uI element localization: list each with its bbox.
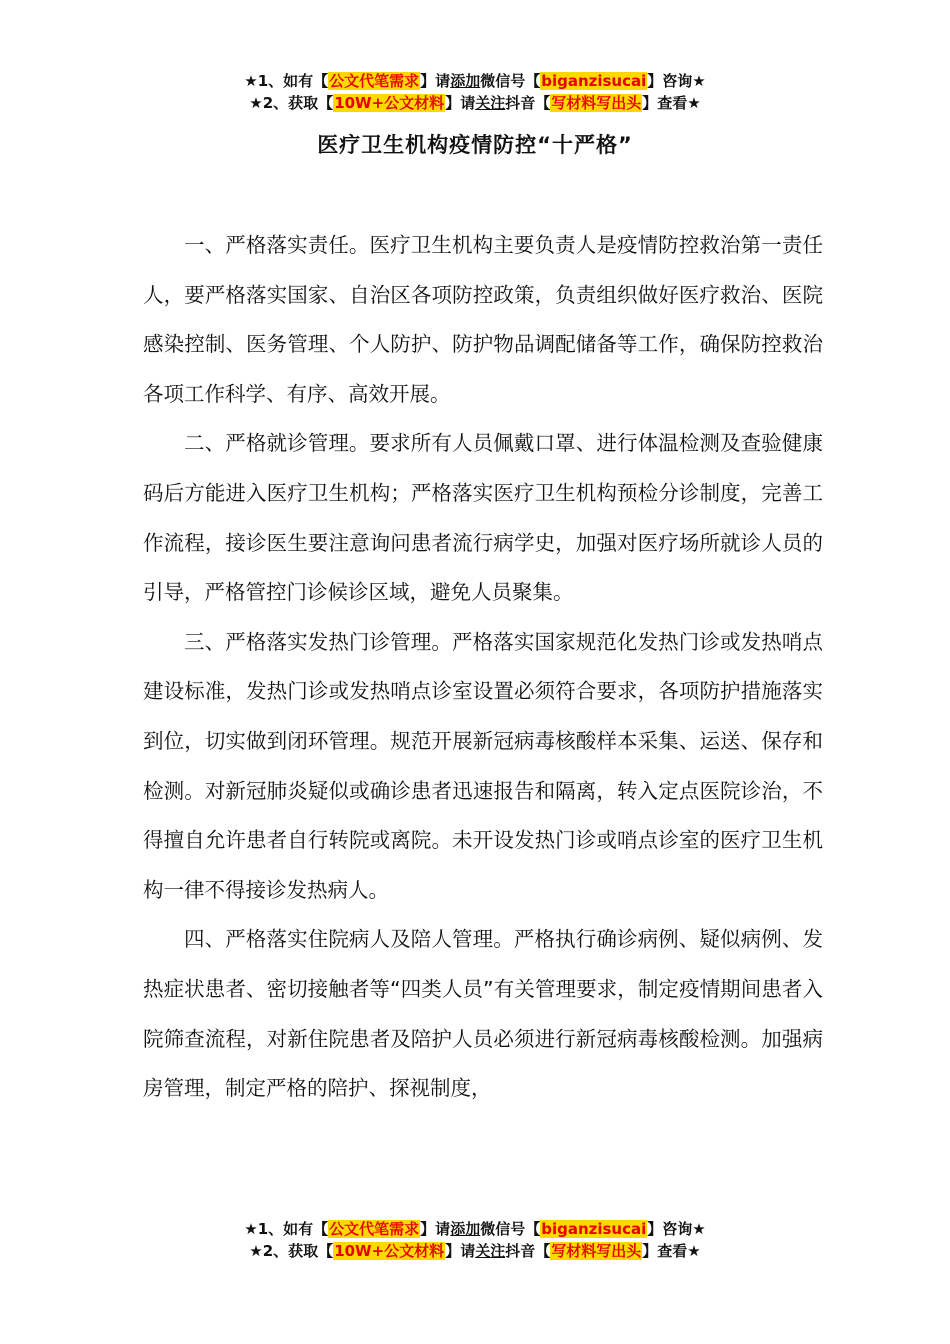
document-title: 医疗卫生机构疫情防控“十严格”	[317, 133, 633, 157]
banner-text: 抖音【	[505, 94, 551, 112]
banner-text: ★2、获取【	[249, 1242, 334, 1260]
banner-text: 抖音【	[505, 1242, 551, 1260]
highlight-wechat-id: biganzisucai	[541, 1220, 647, 1238]
paragraph-3: 三、严格落实发热门诊管理。严格落实国家规范化发热门诊或发热哨点建设标准，发热门诊或发热哨点诊室设置必须符合要求，各项防护措施落实到位，切实做到闭环管理。规范开展新冠病毒核酸样本采集、运送、保存和检测。对新冠肺炎疑似或确诊患者迅速报告和隔离，转入定点医院诊治，不得擅自允许患者自行转院或离院。未开设发热门诊或哨点诊室的医疗卫生机构一律不得接诊发热病人。	[143, 629, 823, 902]
highlight-materials: 10W+公文材料	[334, 94, 445, 112]
underlined-follow: 关注	[475, 94, 506, 112]
banner-line-1	[0, 70, 950, 92]
banner-text: ★2、获取【	[249, 94, 334, 112]
paragraph-1: 一、严格落实责任。医疗卫生机构主要负责人是疫情防控救治第一责任人，要严格落实国家、自治区各项防控政策，负责组织做好医疗救治、医院感染控制、医务管理、个人防护、防护物品调配储备等工作，确保防控救治各项工作科学、有序、高效开展。	[143, 233, 823, 406]
header-banner	[0, 70, 950, 114]
paragraph-4: 四、严格落实住院病人及陪人管理。严格执行确诊病例、疑似病例、发热症状患者、密切接触者等“四类人员”有关管理要求，制定疫情期间患者入院筛查流程，对新住院患者及陪护人员必须进行新冠病毒核酸检测。加强病房管理，制定严格的陪护、探视制度，	[143, 927, 823, 1101]
paragraph-2: 二、严格就诊管理。要求所有人员佩戴口罩、进行体温检测及查验健康码后方能进入医疗卫生机构；严格落实医疗卫生机构预检分诊制度，完善工作流程，接诊医生要注意询问患者流行病学史，加强对医疗场所就诊人员的引导，严格管控门诊候诊区域，避免人员聚集。	[143, 431, 823, 605]
underlined-follow: 关注	[475, 1242, 506, 1260]
banner-text: ★1、如有【	[244, 72, 329, 90]
footer-banner	[0, 1218, 950, 1262]
banner-text: 】请	[420, 1220, 451, 1238]
underlined-add: 添加	[450, 72, 481, 90]
highlight-wechat-id: biganzisucai	[541, 72, 647, 90]
highlight-douyin-account: 写材料写出头	[551, 1242, 642, 1260]
banner-text: 】查看★	[642, 94, 701, 112]
banner-text: 微信号【	[480, 1220, 541, 1238]
banner-line-2	[0, 1240, 950, 1262]
underlined-add: 添加	[450, 1220, 481, 1238]
banner-text: 】咨询★	[647, 1220, 706, 1238]
banner-text: 微信号【	[480, 72, 541, 90]
banner-text: 】查看★	[642, 1242, 701, 1260]
banner-text: 】请	[445, 94, 476, 112]
highlight-ghostwriting: 公文代笔需求	[329, 72, 420, 90]
banner-line-2	[0, 92, 950, 114]
banner-line-1	[0, 1218, 950, 1240]
document-body	[143, 221, 823, 1114]
highlight-ghostwriting: 公文代笔需求	[329, 1220, 420, 1238]
highlight-douyin-account: 写材料写出头	[551, 94, 642, 112]
banner-text: 】请	[420, 72, 451, 90]
banner-text: 】请	[445, 1242, 476, 1260]
banner-text: ★1、如有【	[244, 1220, 329, 1238]
banner-text: 】咨询★	[647, 72, 706, 90]
highlight-materials: 10W+公文材料	[334, 1242, 445, 1260]
